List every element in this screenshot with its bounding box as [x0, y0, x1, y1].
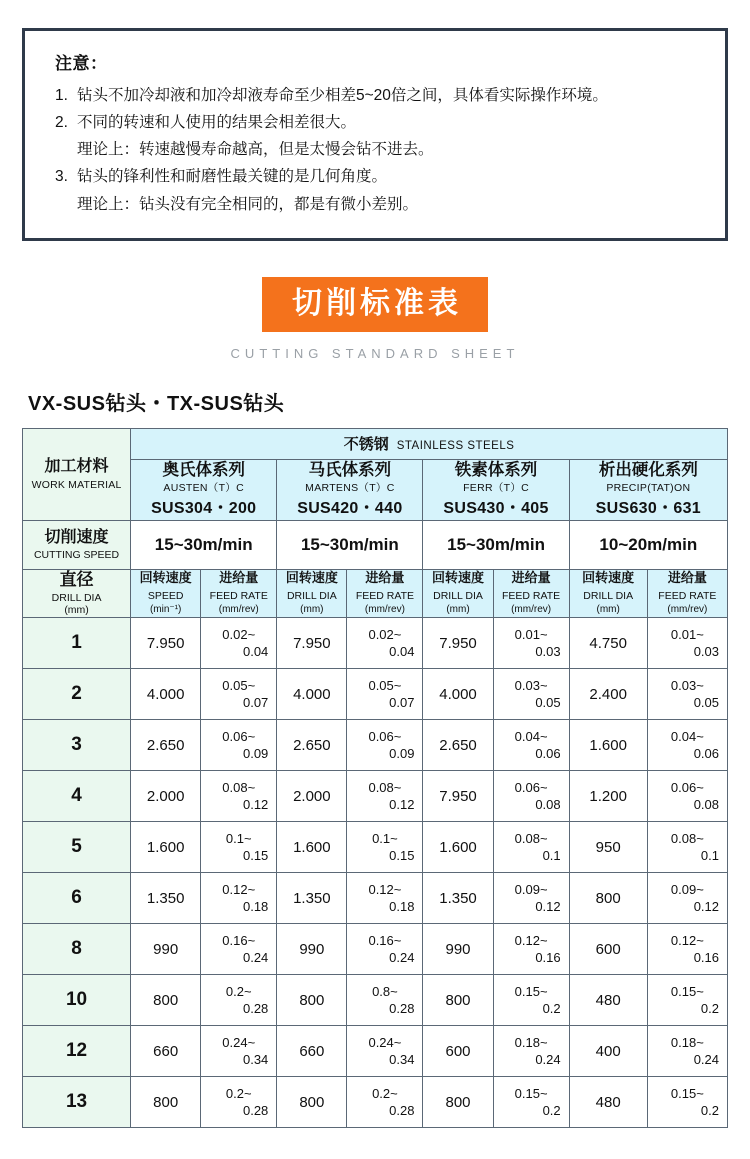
cell-feed-rate — [347, 618, 423, 669]
col-unit: (mm/rev) — [511, 603, 552, 615]
feed-rate-max: 0.24 — [242, 950, 269, 966]
feed-rate-min: 0.06~ — [368, 728, 402, 744]
table-row — [23, 771, 728, 822]
feed-rate-min: 0.15~ — [670, 1085, 704, 1101]
table-row — [23, 1077, 728, 1128]
feed-rate-max: 0.08 — [535, 797, 561, 813]
cell-feed-rate — [347, 1077, 423, 1128]
feed-rate-max: 0.34 — [242, 1052, 269, 1068]
feed-rate-max: 0.18 — [389, 899, 415, 915]
notice-item-text: 不同的转速和人使用的结果会相差很大。 — [77, 114, 357, 132]
work-material-en: WORK MATERIAL — [31, 478, 122, 491]
cell-feed-rate — [347, 1026, 423, 1077]
cell-feed-rate — [347, 924, 423, 975]
drill-dia-cn: 直径 — [59, 569, 94, 589]
feed-rate-max: 0.04 — [389, 644, 415, 660]
series-sus: SUS630・631 — [595, 499, 701, 517]
cell-feed-rate — [493, 1077, 569, 1128]
cell-feed-rate — [347, 720, 423, 771]
cell-speed: 2.000 — [277, 771, 347, 822]
cell-speed: 660 — [131, 1026, 201, 1077]
notice-box — [22, 28, 728, 241]
feed-rate-max: 0.34 — [389, 1052, 415, 1068]
feed-rate-max: 0.07 — [242, 695, 269, 711]
feed-rate-min: 0.08~ — [670, 830, 704, 846]
col-cn: 回转速度 — [432, 570, 485, 586]
cell-speed: 800 — [277, 1077, 347, 1128]
header-col-4 — [423, 569, 493, 618]
notice-section — [0, 0, 750, 241]
feed-rate-max: 0.15 — [242, 848, 269, 864]
col-unit: (mm) — [300, 603, 324, 615]
cell-feed-rate — [201, 771, 277, 822]
header-col-1 — [201, 569, 277, 618]
page-title: 切削标准表 — [262, 277, 488, 332]
col-cn: 进给量 — [667, 570, 707, 586]
feed-rate-max: 0.1 — [700, 848, 719, 864]
cell-speed: 600 — [569, 924, 647, 975]
cell-speed: 2.650 — [277, 720, 347, 771]
cell-speed: 7.950 — [423, 618, 493, 669]
feed-rate-max: 0.1 — [542, 848, 561, 864]
feed-rate-min: 0.12~ — [514, 932, 548, 948]
cell-speed: 400 — [569, 1026, 647, 1077]
cell-feed-rate — [201, 1026, 277, 1077]
feed-rate-min: 0.06~ — [670, 779, 704, 795]
header-col-7 — [647, 569, 727, 618]
feed-rate-max: 0.05 — [535, 695, 561, 711]
header-stainless-steels — [131, 428, 728, 459]
cell-speed: 1.200 — [569, 771, 647, 822]
series-en: FERR（T）C — [463, 482, 530, 495]
cell-feed-rate — [201, 975, 277, 1026]
cell-feed-rate — [493, 771, 569, 822]
col-cn: 回转速度 — [582, 570, 635, 586]
feed-rate-min: 0.03~ — [514, 677, 548, 693]
feed-rate-max: 0.24 — [693, 1052, 719, 1068]
series-sus: SUS430・405 — [443, 499, 549, 517]
cell-feed-rate — [493, 1026, 569, 1077]
feed-rate-max: 0.06 — [693, 746, 719, 762]
feed-rate-min: 0.24~ — [368, 1034, 402, 1050]
series-sus: SUS420・440 — [297, 499, 403, 517]
col-unit: (mm/rev) — [364, 603, 405, 615]
cell-feed-rate — [201, 924, 277, 975]
header-col-0 — [131, 569, 201, 618]
cell-speed: 7.950 — [277, 618, 347, 669]
col-unit: (mm) — [446, 603, 470, 615]
table-row — [23, 1026, 728, 1077]
cell-speed: 800 — [423, 1077, 493, 1128]
cell-speed: 990 — [423, 924, 493, 975]
feed-rate-min: 0.03~ — [670, 677, 704, 693]
cutting-speed-value: 15~30m/min — [277, 520, 423, 569]
cell-speed: 1.600 — [569, 720, 647, 771]
cell-speed: 1.600 — [131, 822, 201, 873]
series-sus: SUS304・200 — [151, 499, 257, 517]
feed-rate-min: 0.15~ — [514, 983, 548, 999]
cell-feed-rate — [493, 924, 569, 975]
feed-rate-min: 0.01~ — [670, 626, 704, 642]
table-row — [23, 873, 728, 924]
cell-speed: 2.650 — [131, 720, 201, 771]
notice-item — [55, 163, 703, 217]
cell-feed-rate — [201, 1077, 277, 1128]
cell-feed-rate — [647, 720, 727, 771]
series-en: AUSTEN（T）C — [163, 482, 244, 495]
cell-feed-rate — [201, 618, 277, 669]
cutting-speed-value: 10~20m/min — [569, 520, 727, 569]
cell-drill-dia: 10 — [23, 975, 131, 1026]
table-row — [23, 924, 728, 975]
series-cn: 奥氏体系列 — [162, 460, 245, 479]
feed-rate-min: 0.04~ — [514, 728, 548, 744]
feed-rate-min: 0.15~ — [514, 1085, 548, 1101]
cell-drill-dia: 8 — [23, 924, 131, 975]
cell-speed: 1.600 — [277, 822, 347, 873]
feed-rate-max: 0.12 — [693, 899, 719, 915]
feed-rate-max: 0.2 — [700, 1103, 719, 1119]
feed-rate-min: 0.05~ — [222, 677, 256, 693]
col-en: SPEED — [147, 589, 184, 602]
cell-speed: 4.000 — [131, 669, 201, 720]
col-cn: 进给量 — [219, 570, 259, 586]
cell-drill-dia: 6 — [23, 873, 131, 924]
col-en: FEED RATE — [355, 589, 414, 602]
feed-rate-max: 0.16 — [535, 950, 561, 966]
notice-item — [55, 109, 703, 163]
col-en: FEED RATE — [658, 589, 717, 602]
feed-rate-min: 0.08~ — [514, 830, 548, 846]
feed-rate-min: 0.01~ — [514, 626, 548, 642]
table-row-column-headers — [23, 569, 728, 618]
feed-rate-min: 0.2~ — [225, 983, 252, 999]
feed-rate-min: 0.08~ — [368, 779, 402, 795]
header-col-2 — [277, 569, 347, 618]
cell-speed: 800 — [277, 975, 347, 1026]
cell-speed: 800 — [423, 975, 493, 1026]
feed-rate-max: 0.03 — [535, 644, 561, 660]
cell-feed-rate — [647, 975, 727, 1026]
feed-rate-min: 0.05~ — [368, 677, 402, 693]
feed-rate-max: 0.08 — [693, 797, 719, 813]
cell-feed-rate — [647, 618, 727, 669]
cell-speed: 990 — [131, 924, 201, 975]
series-cn: 马氏体系列 — [308, 460, 392, 479]
cell-speed: 2.650 — [423, 720, 493, 771]
header-series-austenitic — [131, 459, 277, 520]
feed-rate-min: 0.8~ — [372, 983, 398, 999]
cell-drill-dia: 12 — [23, 1026, 131, 1077]
cell-feed-rate — [647, 822, 727, 873]
header-cutting-speed — [23, 520, 131, 569]
col-cn: 回转速度 — [139, 570, 192, 586]
cell-speed: 7.950 — [131, 618, 201, 669]
cell-feed-rate — [347, 669, 423, 720]
notice-item-text: 钻头不加冷却液和加冷却液寿命至少相差5~20倍之间，具体看实际操作环境。 — [77, 87, 608, 104]
cell-feed-rate — [647, 873, 727, 924]
notice-item-subtext: 理论上：转速越慢寿命越高，但是太慢会钻不进去。 — [77, 141, 434, 159]
feed-rate-max: 0.05 — [693, 695, 719, 711]
feed-rate-min: 0.12~ — [670, 932, 704, 948]
cell-speed: 600 — [423, 1026, 493, 1077]
header-series-martensitic — [277, 459, 423, 520]
cell-feed-rate — [347, 975, 423, 1026]
feed-rate-min: 0.1~ — [225, 830, 252, 846]
cutting-speed-en: CUTTING SPEED — [33, 548, 120, 561]
feed-rate-min: 0.12~ — [368, 881, 402, 897]
notice-title: 注意： — [55, 54, 108, 73]
cell-drill-dia: 2 — [23, 669, 131, 720]
series-en: PRECIP(TAT)ON — [606, 482, 691, 495]
feed-rate-min: 0.16~ — [222, 932, 256, 948]
cell-speed: 990 — [277, 924, 347, 975]
page-subtitle: CUTTING STANDARD SHEET — [230, 345, 520, 361]
cell-feed-rate — [493, 618, 569, 669]
table-row-steel-group — [23, 428, 728, 459]
cell-drill-dia: 1 — [23, 618, 131, 669]
cell-feed-rate — [647, 1077, 727, 1128]
feed-rate-max: 0.2 — [542, 1001, 561, 1017]
feed-rate-max: 0.28 — [242, 1103, 269, 1119]
feed-rate-max: 0.12 — [535, 899, 561, 915]
feed-rate-max: 0.16 — [693, 950, 719, 966]
cutting-speed-cn: 切削速度 — [44, 528, 109, 546]
cell-drill-dia: 3 — [23, 720, 131, 771]
cell-speed: 1.350 — [131, 873, 201, 924]
feed-rate-max: 0.03 — [693, 644, 719, 660]
cutting-speed-value: 15~30m/min — [423, 520, 569, 569]
cell-feed-rate — [647, 924, 727, 975]
feed-rate-min: 0.2~ — [225, 1085, 252, 1101]
col-en: DRILL DIA — [286, 589, 337, 602]
cell-speed: 1.350 — [277, 873, 347, 924]
col-cn: 进给量 — [511, 570, 551, 586]
feed-rate-min: 0.04~ — [670, 728, 704, 744]
series-en: MARTENS（T）C — [305, 482, 395, 495]
cell-feed-rate — [493, 975, 569, 1026]
table-row — [23, 822, 728, 873]
feed-rate-max: 0.06 — [535, 746, 561, 762]
cell-feed-rate — [201, 822, 277, 873]
cell-speed: 800 — [131, 975, 201, 1026]
cell-speed: 4.000 — [277, 669, 347, 720]
feed-rate-max: 0.28 — [389, 1103, 415, 1119]
cell-feed-rate — [493, 873, 569, 924]
col-unit: (mm/rev) — [218, 603, 259, 615]
col-en: FEED RATE — [209, 589, 268, 602]
notice-item-number: 3. — [55, 168, 68, 186]
cutting-speed-value: 15~30m/min — [131, 520, 277, 569]
feed-rate-max: 0.18 — [242, 899, 269, 915]
feed-rate-min: 0.18~ — [514, 1034, 548, 1050]
feed-rate-min: 0.08~ — [222, 779, 256, 795]
notice-item-number: 1. — [55, 87, 68, 104]
header-col-5 — [493, 569, 569, 618]
header-series-ferritic — [423, 459, 569, 520]
feed-rate-min: 0.2~ — [372, 1085, 398, 1101]
cell-feed-rate — [493, 669, 569, 720]
cell-drill-dia: 4 — [23, 771, 131, 822]
cell-feed-rate — [347, 771, 423, 822]
col-en: FEED RATE — [502, 589, 561, 602]
cutting-standard-table — [22, 428, 728, 1128]
cell-feed-rate — [647, 669, 727, 720]
feed-rate-max: 0.07 — [389, 695, 415, 711]
notice-list — [55, 82, 703, 218]
title-section — [0, 277, 750, 361]
table-row-cutting-speed — [23, 520, 728, 569]
feed-rate-min: 0.18~ — [670, 1034, 704, 1050]
header-drill-dia — [23, 569, 131, 618]
work-material-cn: 加工材料 — [44, 457, 109, 475]
feed-rate-max: 0.24 — [389, 950, 415, 966]
cell-speed: 2.000 — [131, 771, 201, 822]
product-name: VX-SUS钻头・TX-SUS钻头 — [28, 392, 285, 415]
cell-feed-rate — [201, 873, 277, 924]
series-cn: 铁素体系列 — [454, 460, 538, 479]
cell-speed: 7.950 — [423, 771, 493, 822]
feed-rate-max: 0.28 — [242, 1001, 269, 1017]
feed-rate-max: 0.15 — [389, 848, 415, 864]
cutting-standard-table-wrap — [0, 428, 750, 1148]
table-row — [23, 669, 728, 720]
header-col-3 — [347, 569, 423, 618]
header-col-6 — [569, 569, 647, 618]
feed-rate-min: 0.12~ — [222, 881, 256, 897]
feed-rate-max: 0.09 — [242, 746, 269, 762]
notice-item — [55, 82, 703, 109]
feed-rate-max: 0.24 — [535, 1052, 561, 1068]
steel-group-cn: 不锈钢 — [343, 436, 389, 454]
col-unit: (mm) — [596, 603, 620, 615]
cell-drill-dia: 5 — [23, 822, 131, 873]
feed-rate-min: 0.06~ — [514, 779, 548, 795]
cell-speed: 2.400 — [569, 669, 647, 720]
notice-item-text: 钻头的锋利性和耐磨性最关键的是几何角度。 — [77, 168, 388, 186]
cell-speed: 480 — [569, 1077, 647, 1128]
feed-rate-min: 0.02~ — [368, 626, 402, 642]
cell-feed-rate — [647, 1026, 727, 1077]
feed-rate-max: 0.12 — [389, 797, 415, 813]
header-work-material — [23, 428, 131, 520]
col-en: DRILL DIA — [433, 589, 483, 602]
cell-speed: 950 — [569, 822, 647, 873]
cell-feed-rate — [647, 771, 727, 822]
table-row — [23, 618, 728, 669]
header-series-precipitation — [569, 459, 727, 520]
cell-feed-rate — [201, 669, 277, 720]
cell-speed: 1.600 — [423, 822, 493, 873]
feed-rate-max: 0.2 — [700, 1001, 719, 1017]
cell-feed-rate — [493, 822, 569, 873]
feed-rate-min: 0.06~ — [222, 728, 256, 744]
cell-speed: 1.350 — [423, 873, 493, 924]
cell-drill-dia: 13 — [23, 1077, 131, 1128]
feed-rate-max: 0.28 — [389, 1001, 415, 1017]
drill-dia-en: DRILL DIA — [51, 591, 102, 604]
col-unit: (min⁻¹) — [149, 603, 182, 615]
cell-speed: 800 — [131, 1077, 201, 1128]
feed-rate-min: 0.15~ — [670, 983, 704, 999]
feed-rate-max: 0.09 — [389, 746, 415, 762]
feed-rate-min: 0.09~ — [670, 881, 704, 897]
col-en: DRILL DIA — [583, 589, 634, 602]
cell-speed: 660 — [277, 1026, 347, 1077]
cell-speed: 4.750 — [569, 618, 647, 669]
cell-feed-rate — [493, 720, 569, 771]
cell-speed: 4.000 — [423, 669, 493, 720]
cell-feed-rate — [347, 873, 423, 924]
feed-rate-min: 0.09~ — [514, 881, 548, 897]
feed-rate-min: 0.24~ — [222, 1034, 256, 1050]
feed-rate-max: 0.04 — [242, 644, 269, 660]
feed-rate-min: 0.16~ — [368, 932, 402, 948]
feed-rate-max: 0.2 — [542, 1103, 561, 1119]
col-unit: (mm/rev) — [667, 603, 708, 615]
col-cn: 回转速度 — [285, 570, 338, 586]
col-cn: 进给量 — [365, 570, 405, 586]
table-row — [23, 975, 728, 1026]
table-row — [23, 720, 728, 771]
feed-rate-min: 0.1~ — [372, 830, 398, 846]
drill-dia-unit: (mm) — [64, 604, 89, 617]
feed-rate-max: 0.12 — [242, 797, 269, 813]
series-cn: 析出硬化系列 — [598, 460, 698, 479]
notice-item-number: 2. — [55, 114, 68, 132]
feed-rate-min: 0.02~ — [222, 626, 256, 642]
notice-item-subtext: 理论上：钻头没有完全相同的，都是有微小差别。 — [77, 195, 419, 213]
cell-feed-rate — [201, 720, 277, 771]
cell-speed: 480 — [569, 975, 647, 1026]
cell-speed: 800 — [569, 873, 647, 924]
steel-group-en: STAINLESS STEELS — [396, 440, 515, 453]
cell-feed-rate — [347, 822, 423, 873]
